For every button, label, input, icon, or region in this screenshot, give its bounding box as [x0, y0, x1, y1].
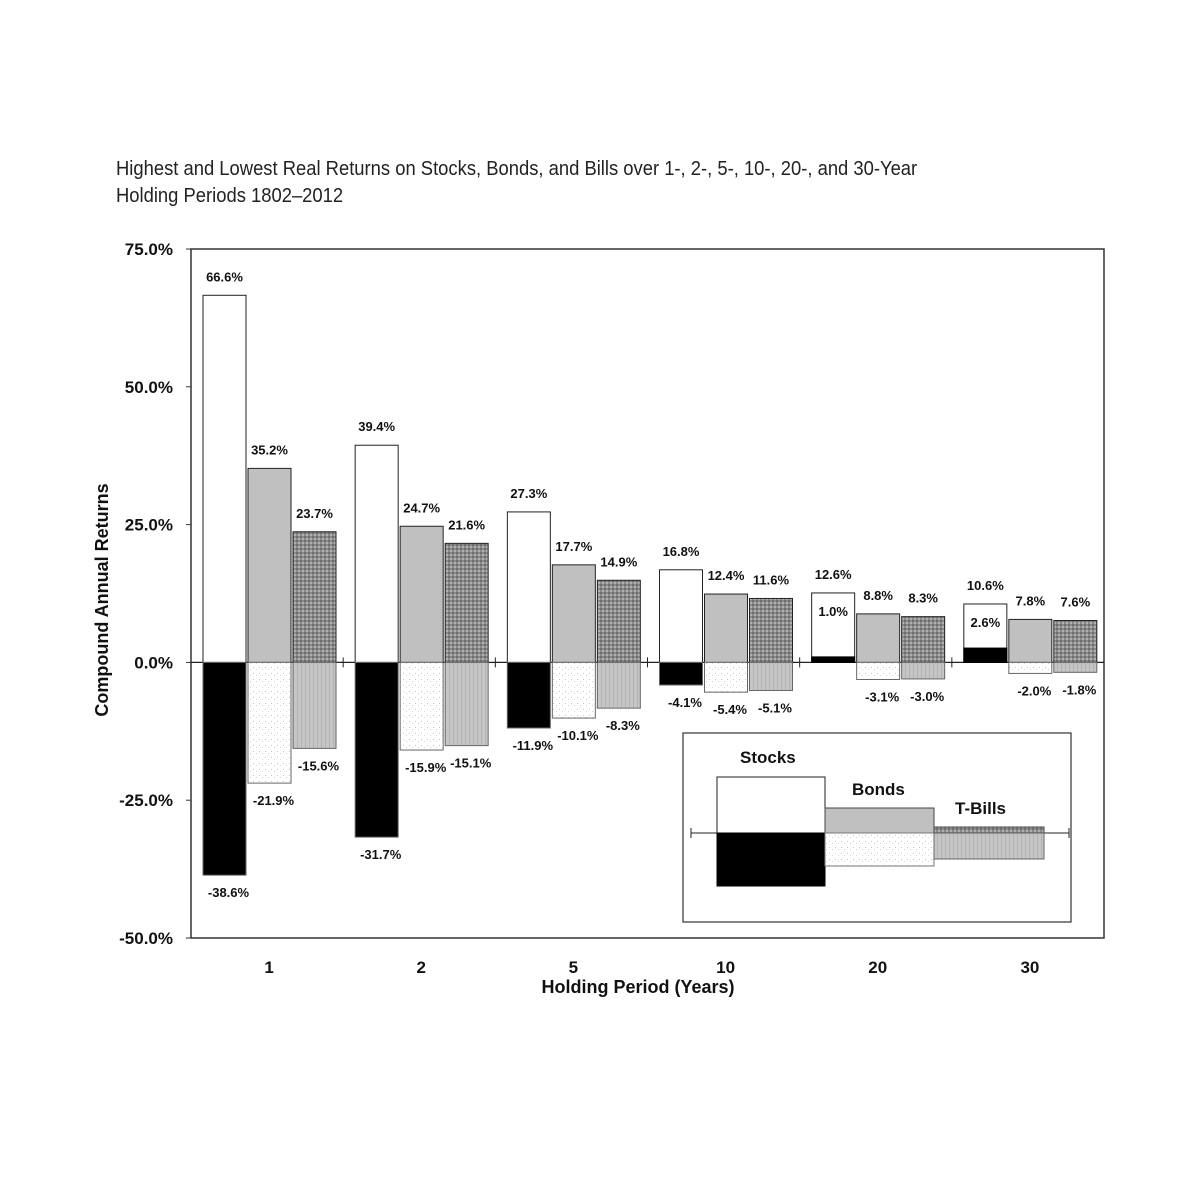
bonds-low-label: -2.0% — [1017, 683, 1052, 699]
bonds-high-bar — [857, 614, 900, 663]
x-tick-label: 10 — [716, 958, 736, 977]
tbills-low-bar — [293, 662, 336, 748]
tbills-low-bar — [750, 662, 793, 690]
bonds-high-label: 12.4% — [707, 568, 745, 584]
tbills-low-label: -15.1% — [450, 755, 492, 771]
tbills-low-label: -1.8% — [1062, 682, 1097, 698]
tbills-low-bar — [597, 662, 640, 708]
bonds-low-bar — [552, 662, 595, 718]
y-tick-label: 0.0% — [134, 653, 173, 673]
tbills-high-label: 11.6% — [752, 572, 790, 588]
tbills-high-label: 7.6% — [1060, 594, 1091, 610]
bonds-high-label: 17.7% — [555, 538, 593, 554]
stocks-high-bar — [355, 445, 398, 662]
bonds-high-label: 24.7% — [403, 500, 441, 516]
legend-tbills-low-swatch — [934, 833, 1044, 859]
bonds-low-bar — [857, 662, 900, 679]
tbills-high-label: 8.3% — [908, 590, 938, 606]
stocks-high-bar — [507, 512, 550, 662]
tbills-high-bar — [1054, 621, 1097, 663]
stocks-low-bar — [812, 657, 855, 663]
tbills-low-bar — [1054, 662, 1097, 672]
bonds-low-bar — [400, 662, 443, 750]
y-axis-label: Compound Annual Returns — [92, 483, 112, 717]
bonds-low-label: -15.9% — [405, 760, 447, 776]
stocks-high-bar — [660, 570, 703, 663]
bonds-low-bar — [248, 662, 291, 783]
tbills-low-label: -5.1% — [758, 700, 792, 716]
stocks-high-label: 39.4% — [358, 419, 396, 435]
x-tick-label: 30 — [1020, 958, 1040, 977]
bonds-high-label: 7.8% — [1015, 593, 1046, 609]
legend-tbills-high-swatch — [934, 827, 1044, 833]
bonds-high-bar — [1009, 619, 1052, 662]
y-tick-label: -50.0% — [119, 929, 173, 948]
bonds-low-bar — [1009, 662, 1052, 673]
tbills-high-bar — [445, 543, 488, 662]
bonds-low-label: -21.9% — [252, 793, 295, 809]
tbills-low-label: -8.3% — [605, 718, 640, 734]
legend-bonds-high-swatch — [825, 808, 934, 833]
tbills-high-label: 14.9% — [600, 554, 638, 570]
tbills-high-bar — [902, 617, 945, 663]
stocks-high-label: 66.6% — [206, 269, 243, 285]
bonds-low-label: -10.1% — [557, 728, 599, 744]
stocks-low-bar — [355, 662, 398, 837]
stocks-high-label: 16.8% — [662, 543, 700, 559]
tbills-low-label: -3.0% — [910, 688, 945, 704]
x-tick-label: 20 — [868, 958, 888, 977]
stocks-high-label: 12.6% — [814, 566, 852, 582]
bonds-high-bar — [400, 526, 443, 662]
y-tick-label: -25.0% — [119, 791, 173, 811]
stocks-low-bar — [964, 648, 1007, 662]
legend-label-stocks: Stocks — [740, 748, 796, 767]
tbills-high-label: 21.6% — [448, 517, 486, 533]
legend-stocks-low-swatch — [717, 833, 825, 886]
stocks-high-label: 27.3% — [510, 485, 548, 501]
tbills-high-label: 23.7% — [296, 505, 333, 521]
tbills-low-bar — [445, 662, 488, 745]
stocks-low-bar — [203, 662, 246, 875]
legend-bonds-low-swatch — [825, 833, 934, 866]
tbills-high-bar — [597, 580, 640, 662]
x-tick-label: 5 — [568, 958, 579, 977]
stocks-low-label: -4.1% — [668, 694, 702, 710]
x-axis-label: Holding Period (Years) — [541, 977, 735, 997]
tbills-low-bar — [902, 662, 945, 679]
chart-title-line-2: Holding Periods 1802–2012 — [116, 185, 344, 207]
y-tick-label: 25.0% — [124, 515, 173, 535]
tbills-high-bar — [750, 598, 793, 662]
bonds-high-bar — [248, 468, 291, 662]
stocks-low-bar — [507, 662, 550, 728]
bonds-low-label: -5.4% — [713, 702, 747, 718]
legend-label-bonds: Bonds — [852, 780, 905, 799]
stocks-high-label: 10.6% — [966, 577, 1004, 593]
y-tick-label: 75.0% — [124, 240, 173, 259]
stocks-low-label: -31.7% — [360, 847, 402, 863]
stocks-high-bar — [203, 295, 246, 662]
bonds-low-bar — [705, 662, 748, 692]
bonds-low-label: -3.1% — [865, 689, 900, 705]
y-tick-label: 50.0% — [124, 377, 173, 397]
legend-label-tbills: T-Bills — [955, 799, 1007, 818]
x-tick-label: 2 — [416, 958, 426, 977]
stocks-low-label: -38.6% — [207, 885, 250, 901]
legend-stocks-high-swatch — [717, 777, 825, 833]
tbills-high-bar — [293, 532, 336, 663]
stocks-low-bar — [660, 662, 703, 685]
chart-title-line-1: Highest and Lowest Real Returns on Stocks, Bonds, and Bills over 1-, 2-, 5-, 10-, 20-, and 30-Year — [116, 158, 918, 180]
x-tick-label: 1 — [264, 958, 274, 977]
bonds-high-label: 35.2% — [251, 442, 288, 458]
bonds-high-label: 8.8% — [863, 587, 893, 603]
tbills-low-label: -15.6% — [297, 758, 340, 774]
stocks-low-label: 2.6% — [970, 614, 1001, 630]
stocks-low-label: -11.9% — [512, 737, 554, 753]
bonds-high-bar — [705, 594, 748, 662]
stocks-low-label: 1.0% — [818, 603, 848, 619]
bonds-high-bar — [552, 565, 595, 663]
